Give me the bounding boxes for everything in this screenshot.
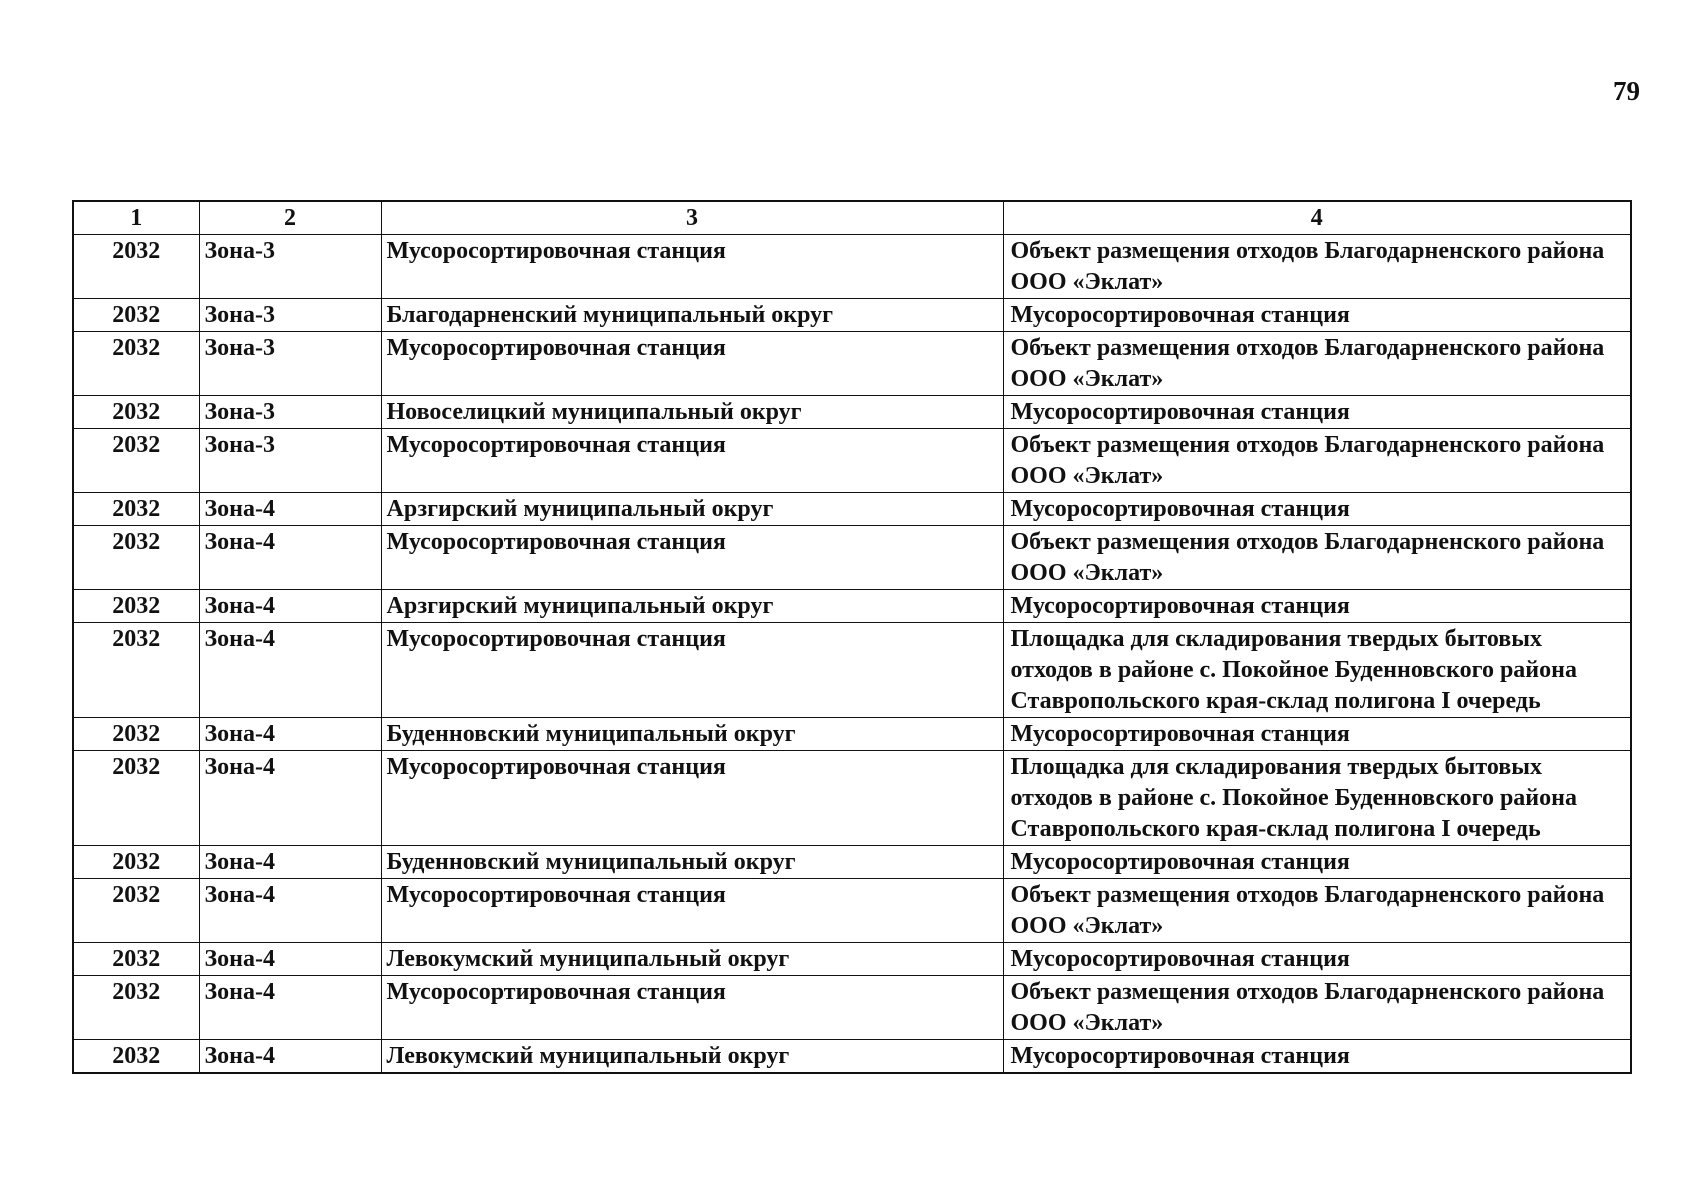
year-cell: 2032 <box>73 235 199 299</box>
table-row <box>73 623 1631 718</box>
destination-cell: Объект размещения отходов Благодарненского района ООО «Эклат» <box>1003 526 1631 590</box>
transport-scheme-table-container <box>72 200 1630 1074</box>
page-number: 79 <box>1613 76 1640 106</box>
table-row <box>73 299 1631 332</box>
source-cell: Мусоросортировочная станция <box>381 429 1003 493</box>
table-row <box>73 1040 1631 1074</box>
destination-cell: Площадка для складирования твердых бытовых отходов в районе с. Покойное Буденновского района Ставропольского края-склад полигона I очередь <box>1003 623 1631 718</box>
destination-cell: Мусоросортировочная станция <box>1003 493 1631 526</box>
table-row <box>73 396 1631 429</box>
destination-cell: Объект размещения отходов Благодарненского района ООО «Эклат» <box>1003 332 1631 396</box>
zone-cell: Зона-4 <box>199 590 381 623</box>
zone-cell: Зона-3 <box>199 429 381 493</box>
table-row <box>73 493 1631 526</box>
table-row <box>73 879 1631 943</box>
source-cell: Мусоросортировочная станция <box>381 879 1003 943</box>
destination-cell: Мусоросортировочная станция <box>1003 846 1631 879</box>
transport-scheme-table <box>72 200 1632 1074</box>
zone-cell: Зона-4 <box>199 976 381 1040</box>
source-cell: Мусоросортировочная станция <box>381 751 1003 846</box>
zone-cell: Зона-3 <box>199 396 381 429</box>
table-header <box>73 201 1631 235</box>
header-row <box>73 201 1631 235</box>
source-cell: Левокумский муниципальный округ <box>381 1040 1003 1074</box>
destination-cell: Мусоросортировочная станция <box>1003 396 1631 429</box>
year-cell: 2032 <box>73 943 199 976</box>
zone-cell: Зона-4 <box>199 879 381 943</box>
year-cell: 2032 <box>73 396 199 429</box>
destination-cell: Объект размещения отходов Благодарненского района ООО «Эклат» <box>1003 429 1631 493</box>
table-row <box>73 718 1631 751</box>
table-body <box>73 235 1631 1074</box>
source-cell: Новоселицкий муниципальный округ <box>381 396 1003 429</box>
year-cell: 2032 <box>73 879 199 943</box>
zone-cell: Зона-4 <box>199 943 381 976</box>
zone-cell: Зона-4 <box>199 623 381 718</box>
source-cell: Мусоросортировочная станция <box>381 526 1003 590</box>
source-cell: Мусоросортировочная станция <box>381 332 1003 396</box>
zone-cell: Зона-4 <box>199 526 381 590</box>
destination-cell: Мусоросортировочная станция <box>1003 590 1631 623</box>
destination-cell: Объект размещения отходов Благодарненского района ООО «Эклат» <box>1003 235 1631 299</box>
table-row <box>73 976 1631 1040</box>
year-cell: 2032 <box>73 846 199 879</box>
year-cell: 2032 <box>73 332 199 396</box>
year-cell: 2032 <box>73 718 199 751</box>
zone-cell: Зона-3 <box>199 332 381 396</box>
source-cell: Мусоросортировочная станция <box>381 623 1003 718</box>
year-cell: 2032 <box>73 751 199 846</box>
zone-cell: Зона-4 <box>199 718 381 751</box>
destination-cell: Мусоросортировочная станция <box>1003 718 1631 751</box>
year-cell: 2032 <box>73 1040 199 1074</box>
table-row <box>73 332 1631 396</box>
destination-cell: Объект размещения отходов Благодарненского района ООО «Эклат» <box>1003 976 1631 1040</box>
table-row <box>73 590 1631 623</box>
year-cell: 2032 <box>73 299 199 332</box>
destination-cell: Объект размещения отходов Благодарненского района ООО «Эклат» <box>1003 879 1631 943</box>
destination-cell: Мусоросортировочная станция <box>1003 1040 1631 1074</box>
zone-cell: Зона-4 <box>199 493 381 526</box>
destination-cell: Мусоросортировочная станция <box>1003 943 1631 976</box>
source-cell: Арзгирский муниципальный округ <box>381 493 1003 526</box>
table-row <box>73 526 1631 590</box>
table-row <box>73 429 1631 493</box>
zone-cell: Зона-4 <box>199 751 381 846</box>
table-row <box>73 751 1631 846</box>
source-cell: Мусоросортировочная станция <box>381 235 1003 299</box>
year-cell: 2032 <box>73 493 199 526</box>
year-cell: 2032 <box>73 526 199 590</box>
zone-cell: Зона-3 <box>199 235 381 299</box>
zone-cell: Зона-3 <box>199 299 381 332</box>
table-row <box>73 943 1631 976</box>
header-col-2: 2 <box>199 201 381 235</box>
header-col-3: 3 <box>381 201 1003 235</box>
destination-cell: Площадка для складирования твердых бытовых отходов в районе с. Покойное Буденновского района Ставропольского края-склад полигона I очередь <box>1003 751 1631 846</box>
source-cell: Буденновский муниципальный округ <box>381 718 1003 751</box>
year-cell: 2032 <box>73 623 199 718</box>
table-row <box>73 235 1631 299</box>
year-cell: 2032 <box>73 429 199 493</box>
destination-cell: Мусоросортировочная станция <box>1003 299 1631 332</box>
header-col-1: 1 <box>73 201 199 235</box>
source-cell: Левокумский муниципальный округ <box>381 943 1003 976</box>
zone-cell: Зона-4 <box>199 1040 381 1074</box>
source-cell: Мусоросортировочная станция <box>381 976 1003 1040</box>
year-cell: 2032 <box>73 590 199 623</box>
source-cell: Благодарненский муниципальный округ <box>381 299 1003 332</box>
header-col-4: 4 <box>1003 201 1631 235</box>
year-cell: 2032 <box>73 976 199 1040</box>
table-row <box>73 846 1631 879</box>
zone-cell: Зона-4 <box>199 846 381 879</box>
source-cell: Арзгирский муниципальный округ <box>381 590 1003 623</box>
source-cell: Буденновский муниципальный округ <box>381 846 1003 879</box>
